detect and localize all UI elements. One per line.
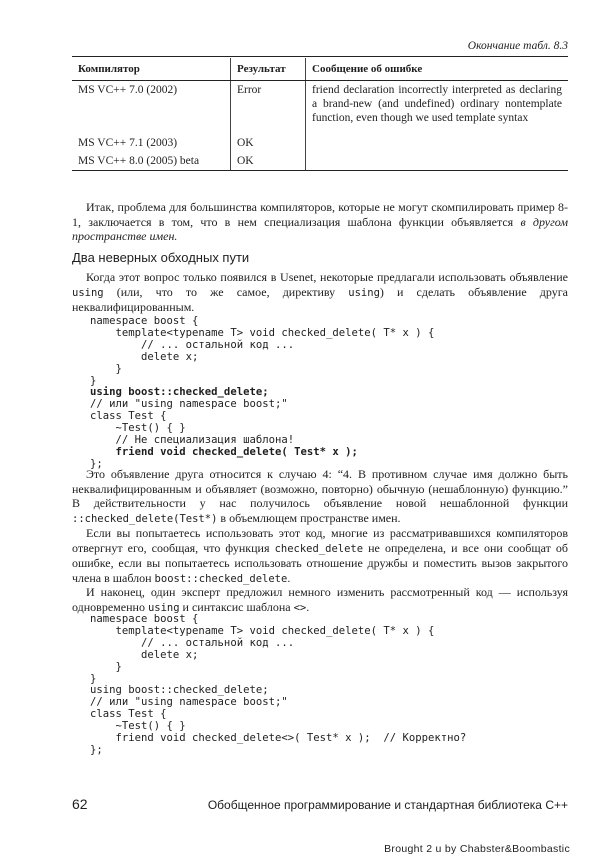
column-header-message: Сообщение об ошибке [306, 58, 569, 81]
running-footer-title: Обобщенное программирование и стандартная библиотека C++ [207, 798, 568, 812]
paragraph-summary: Итак, проблема для большинства компиляторов, которые не могут скомпилировать пример 8-1, заключается в том, что в нем специализация шаблона функции объявляется в другом пространстве имен. [72, 200, 568, 244]
table-row [72, 152, 568, 171]
paragraph-case4: Это объявление друга относится к случаю 4: “4. В противном случае имя должно быть неквалифицированным и объявляет (возможно, повторно) обычную (нешаблонную) функцию.” В действительности у нас получилось объявление новой нешаблонной функции ::checked_delete(Test*) в объемлющем пространстве имен. [72, 467, 568, 525]
table-row [72, 81, 568, 134]
code-block-1: namespace boost { template<typename T> void checked_delete( T* x ) { // ... остальной код ... delete x; } } using boost::checked_delete; // или "using namespace boost;" class Test { ~Test() { } // Не специализация шаблона! friend void checked_delete( Test* x ); }; [90, 315, 435, 470]
message-cell [306, 152, 569, 171]
page-number: 62 [72, 796, 88, 812]
compiler-results-table [72, 58, 568, 171]
column-header-result: Результат [231, 58, 306, 81]
message-cell [306, 134, 569, 152]
paragraph-errors: Если вы попытаетесь использовать этот код, многие из рассматривавшихся компиляторов отвергнут его, сообщая, что функция checked_delete не определена, и все они сообщат об ошибке, если вы попытаетесь использовать отношение дружбы и поместить вызов закрытого члена в шаблон boost::checked_delete. [72, 526, 568, 585]
section-heading: Два неверных обходных пути [72, 250, 250, 265]
paragraph-expert: И наконец, один эксперт предложил немного изменить рассмотренный код — используя одновременно using и синтаксис шаблона <>. [72, 585, 568, 614]
message-cell: friend declaration incorrectly interpreted as declaring a brand-new (and undefined) ordinary nontemplate function, even though we used template syntax [306, 81, 569, 134]
table-row [72, 134, 568, 152]
compiler-cell: MS VC++ 7.1 (2003) [78, 136, 178, 149]
code-block-2: namespace boost { template<typename T> void checked_delete( T* x ) { // ... остальной код ... delete x; } } using boost::checked_delete; // или "using namespace boost;" class Test { ~Test() { } friend void checked_delete<>( Test* x ); // Корректно? }; [90, 613, 467, 756]
emphasis-text: в другом пространстве имен. [72, 214, 568, 244]
compiler-cell: MS VC++ 8.0 (2005) beta [72, 152, 231, 171]
table-header-row [72, 58, 568, 81]
column-header-compiler: Компилятор [72, 58, 231, 81]
table-top-rule [72, 56, 568, 57]
scanner-watermark: Brought 2 u by Chabster&Boombastic [384, 843, 570, 855]
table-continuation-caption: Окончание табл. 8.3 [467, 40, 568, 52]
result-cell: Error [231, 81, 306, 134]
result-cell: OK [231, 152, 306, 171]
compiler-cell: MS VC++ 7.0 (2002) [78, 84, 178, 96]
paragraph-intro: Когда этот вопрос только появился в Usenet, некоторые предлагали использовать объявление using (или, что то же самое, директиву using) и сделать объявление друга неквалифицированным. [72, 270, 568, 315]
result-cell: OK [231, 134, 306, 152]
